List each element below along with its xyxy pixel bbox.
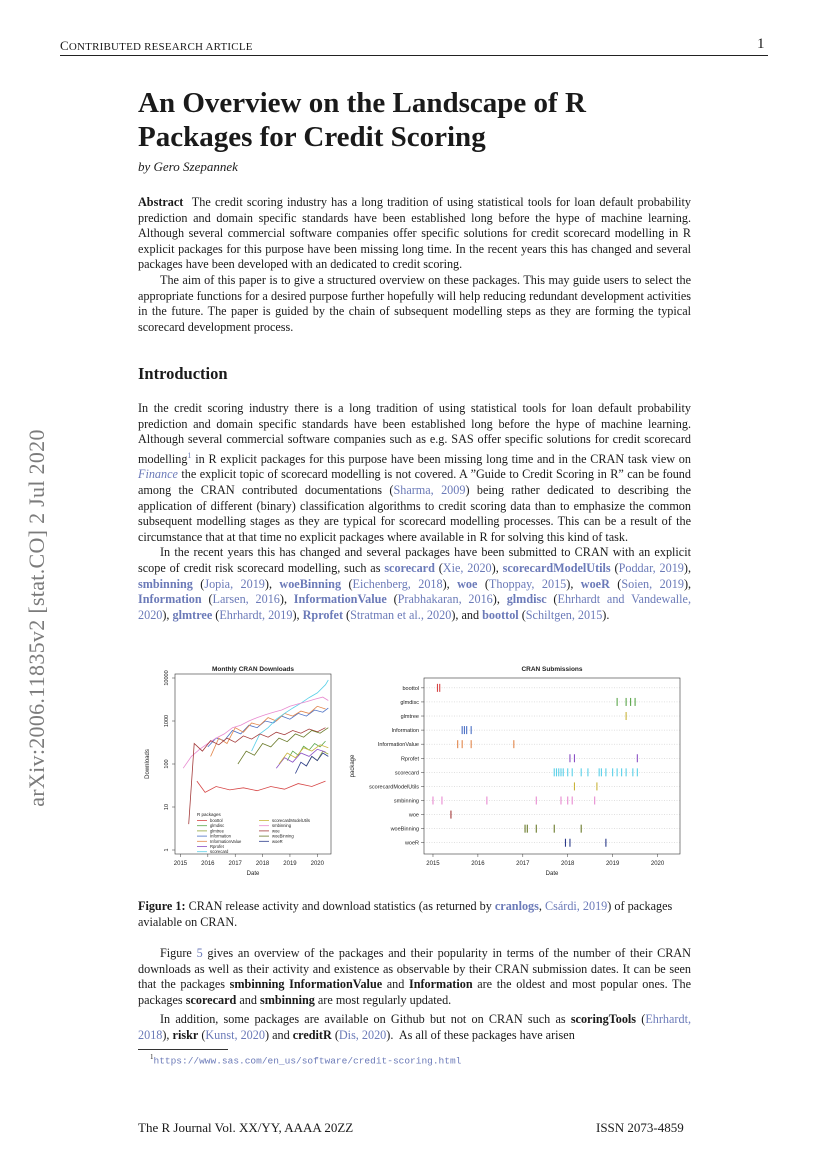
x-tick-label: 2020 <box>650 861 665 867</box>
x-tick-label: 2016 <box>201 861 215 867</box>
legend-label: glmdisc <box>210 823 225 829</box>
citation-link[interactable]: Stratman et al., 2020 <box>350 607 452 622</box>
x-tick-label: 2020 <box>310 861 324 867</box>
package-link[interactable]: glmtree <box>172 607 213 622</box>
y-tick-label: 1000 <box>164 714 170 728</box>
citation-link[interactable]: Xie, 2020 <box>442 561 492 575</box>
citation-link[interactable]: Ehrhardt and Vandewalle, 2020 <box>138 592 691 622</box>
abstract <box>138 195 691 335</box>
intro-paragraph-3: Figure 5 gives an overview of the packages and their popularity in terms of the number of their CRAN downloads as well as their activity and existence as observable by their CRAN submission dates. It can be seen that the packages smbinning InformationValue and Information are the oldest and most popular ones. The packages scorecard and smbinning are most regularly updated. <box>138 946 691 1007</box>
y-tick-label: boottol <box>402 685 419 692</box>
y-tick-label: smbinning <box>393 798 419 805</box>
x-tick-label: 2019 <box>605 861 620 867</box>
series-line <box>295 753 328 774</box>
y-tick-label: glmdisc <box>400 699 419 706</box>
intro-paragraph-1: In the credit scoring industry there is a long tradition of using statistical tools for loan default probability prediction and domain specific standards have been established long before the hype of machine learning. Although several commercial software companies such as e.g. SAS offer specific solutions for credit scorecard modelling$^1$ in R explicit packages for this purpose have been missing long time and in the CRAN task view on Finance the explicit topic of scorecard modelling is not covered. A ”Guide to Credit Scoring in R” can be found among the CRAN contributed documentations (Sharma, 2009) being rather dedicated to describing the application of different (binary) classification algorithms to credit scoring data than to emphasize the common subsequent modelling stages as they are typical for scorecard modelling processes. This can be a result of the circumstance that at that time no explicit packages where available in R for solving this kind of task. <box>138 401 691 544</box>
finance-link[interactable]: Finance <box>138 467 178 482</box>
legend-label: smbinning <box>272 823 292 829</box>
plot-frame <box>424 678 680 854</box>
post-figure-body <box>138 946 691 1044</box>
legend-label: scorecardModelUtils <box>272 818 310 823</box>
package-link[interactable]: glmdisc <box>506 592 547 607</box>
x-axis-label: Date <box>545 871 559 877</box>
footnote-ref[interactable]: 1 <box>187 450 192 460</box>
series-line <box>306 751 328 766</box>
package-link[interactable]: scorecardModelUtils <box>502 561 611 575</box>
series-line <box>189 728 326 824</box>
y-tick-label: woeR <box>404 840 419 847</box>
y-tick-label: Rprofet <box>400 756 419 763</box>
package-link[interactable]: woeR <box>580 576 610 591</box>
x-tick-label: 2017 <box>228 861 242 867</box>
legend-label: InformationValue <box>210 838 242 844</box>
citation-link[interactable]: Schiltgen, 2015 <box>525 607 603 622</box>
citation-link[interactable]: Eichenberg, 2018 <box>352 576 443 591</box>
x-tick-label: 2015 <box>426 861 440 867</box>
running-header: CONTRIBUTED RESEARCH ARTICLE <box>60 38 253 53</box>
cranlogs-link[interactable]: cranlogs <box>494 899 539 913</box>
citation-link[interactable]: Larsen, 2016 <box>212 592 280 607</box>
package-link[interactable]: Information <box>138 592 202 607</box>
y-tick-label: 10000 <box>164 670 170 686</box>
y-tick-label: scorecardModelUtils <box>369 784 419 791</box>
citation-link[interactable]: Kunst, 2020 <box>205 1027 265 1042</box>
figure-caption: Figure 1: CRAN release activity and download statistics (as returned by cranlogs, Csárdi, 2019) of packages avialable on CRAN. <box>138 899 673 929</box>
y-tick-label: 10 <box>164 803 170 811</box>
footer-issn: ISSN 2073-4859 <box>596 1120 684 1135</box>
x-tick-label: 2018 <box>255 861 270 867</box>
package-list: scorecard (Xie, 2020), scorecardModelUtils (Poddar, 2019), smbinning (Jopia, 2019), woeBinning (Eichenberg, 2018), woe (Thoppay, 2015), woeR (Soien, 2019), Information (Larsen, 2016), InformationValue (Prabhakaran, 2016), glmdisc (Ehrhardt and Vandewalle, 2020), glmtree (Ehrhardt, 2019), Rprofet (Stratman et al., 2020), and boottol (Schiltgen, 2015). <box>138 561 692 622</box>
citation-link[interactable]: Sharma, 2009 <box>393 483 466 498</box>
legend-label: woe <box>272 828 280 834</box>
package-link[interactable]: woeBinning <box>279 576 342 591</box>
package-link[interactable]: smbinning <box>138 576 193 591</box>
arxiv-sidebar <box>22 378 52 858</box>
y-tick-label: 100 <box>164 759 170 769</box>
header-rule <box>60 55 768 56</box>
chart-title: Monthly CRAN Downloads <box>212 666 294 673</box>
abstract-p2: The aim of this paper is to give a structured overview on these packages. This may guide users to select the appropriate functions for a desired purpose further hopefully will help reducing redundant development activities in the future. The paper is guided by the chain of subsequent modelling steps as they are forming the typical scorecard development process. <box>138 272 691 334</box>
y-tick-label: glmtree <box>400 714 419 721</box>
section-heading-introduction: Introduction <box>138 364 228 383</box>
citation-link[interactable]: Ehrhardt, 2018 <box>138 1012 692 1042</box>
figure-ref-link[interactable]: 5 <box>196 946 203 960</box>
legend-title: R packages <box>197 812 221 817</box>
citation-link[interactable]: Jopia, 2019 <box>204 576 265 591</box>
x-axis-label: Date <box>246 871 260 877</box>
y-tick-label: InformationValue <box>377 742 419 749</box>
paper-title: An Overview on the Landscape of R Packages for Credit Scoring <box>138 87 586 153</box>
series-line <box>197 781 326 792</box>
legend-label: scorecard <box>210 849 229 855</box>
package-link[interactable]: InformationValue <box>293 592 387 607</box>
x-tick-label: 2019 <box>283 861 297 867</box>
legend-label: boottol <box>210 818 223 823</box>
legend-label: Rprofet <box>210 844 224 849</box>
abstract-p1: The credit scoring industry has a long tradition of using statistical tools for loan default probability prediction and domain specific standards have been established long before the hype of machine learning. Although several commercial software companies offer specific solutions for credit scorecard modelling in R explicit packages for this purpose have been missing long time. In the recent years this has changed and several packages have been developed with an dedicated to credit scoring. <box>138 195 691 272</box>
citation-link[interactable]: Prabhakaran, 2016 <box>397 592 493 607</box>
citation-link[interactable]: Soien, 2019 <box>621 576 684 591</box>
citation-link[interactable]: Ehrhardt, 2019 <box>219 607 293 622</box>
monthly-downloads-chart <box>137 660 337 880</box>
package-link[interactable]: woe <box>457 576 478 591</box>
x-tick-label: 2015 <box>173 861 188 867</box>
cran-submissions-chart <box>350 660 690 880</box>
footnote: $^1$https://www.sas.com/en_us/software/credit-scoring.html <box>150 1053 462 1067</box>
y-tick-label: woeBinning <box>390 826 419 833</box>
x-tick-label: 2016 <box>471 861 485 867</box>
byline: by Gero Szepannek <box>138 159 238 174</box>
chart-title: CRAN Submissions <box>521 666 583 673</box>
package-link[interactable]: scorecard <box>384 561 435 575</box>
citation-link[interactable]: Dis, 2020 <box>338 1027 387 1042</box>
legend-label: woeR <box>272 838 283 844</box>
x-tick-label: 2017 <box>516 861 530 867</box>
intro-body <box>138 401 691 623</box>
y-tick-label: Information <box>391 728 419 735</box>
footnote-url-link[interactable]: https://www.sas.com/en_us/software/credit-scoring.html <box>153 1055 462 1067</box>
y-tick-label: woe <box>408 812 419 819</box>
intro-paragraph-4: In addition, some packages are available on Github but not on CRAN such as scoringTools (Ehrhardt, 2018), riskr (Kunst, 2020) and creditR (Dis, 2020). As all of these packages have arisen <box>138 1012 692 1042</box>
citation-link[interactable]: Csárdi, 2019 <box>544 899 608 913</box>
arxiv-id: arXiv:2006.11835v2 [stat.CO] 2 Jul 2020 <box>24 429 49 807</box>
y-tick-label: 1 <box>164 848 170 852</box>
citation-link[interactable]: Poddar, 2019 <box>618 561 684 575</box>
x-tick-label: 2018 <box>561 861 575 867</box>
footnote-rule <box>138 1049 228 1050</box>
legend-label: Information <box>210 833 231 839</box>
package-link[interactable]: Rprofet <box>302 607 343 622</box>
series-line <box>183 697 328 768</box>
abstract-label: Abstract <box>138 195 184 209</box>
y-axis-label: Downloads <box>145 749 151 779</box>
page-number: 1 <box>757 36 765 52</box>
y-axis-label: package <box>350 754 356 778</box>
package-link[interactable]: boottol <box>482 607 519 622</box>
y-tick-label: scorecard <box>394 770 419 777</box>
citation-link[interactable]: Thoppay, 2015 <box>488 576 567 591</box>
footer-journal: The R Journal Vol. XX/YY, AAAA 20ZZ <box>138 1120 354 1135</box>
legend-label: woeBinning <box>272 833 294 839</box>
intro-paragraph-2: In the recent years this has changed and several packages have been submitted to CRAN with an explicit scope of credit risk scorecard modelling, such as scorecard (Xie, 2020), scorecardModelUtils (Poddar, 2019), smbinning (Jopia, 2019), woeBinning (Eichenberg, 2018), woe (Thoppay, 2015), woeR (Soien, 2019), Information (Larsen, 2016), InformationValue (Prabhakaran, 2016), glmdisc (Ehrhardt and Vandewalle, 2020), glmtree (Ehrhardt, 2019), Rprofet (Stratman et al., 2020), and boottol (Schiltgen, 2015). <box>138 545 692 622</box>
legend-label: glmtree <box>210 828 224 834</box>
